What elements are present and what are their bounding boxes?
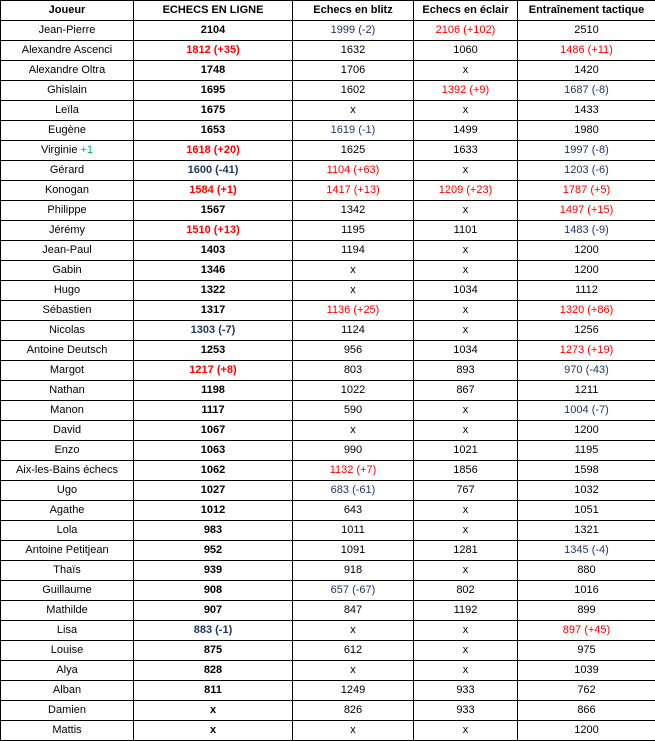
rating-cell: 1392 (+9) xyxy=(414,81,518,101)
player-name-cell: Konogan xyxy=(1,181,134,201)
rating-cell: 1194 xyxy=(293,241,414,261)
table-row xyxy=(1,681,655,701)
player-name-cell: Jean-Paul xyxy=(1,241,134,261)
player-name-cell: Damien xyxy=(1,701,134,721)
player-name-cell: Aix-les-Bains échecs xyxy=(1,461,134,481)
rating-cell: 1198 xyxy=(134,381,293,401)
rating-cell: 1675 xyxy=(134,101,293,121)
player-name-cell: Mathilde xyxy=(1,601,134,621)
table-row xyxy=(1,81,655,101)
rating-cell: 1132 (+7) xyxy=(293,461,414,481)
rating-cell: x xyxy=(414,521,518,541)
rating-cell: 956 xyxy=(293,341,414,361)
rating-cell: x xyxy=(293,101,414,121)
rating-cell: 1320 (+86) xyxy=(518,301,655,321)
table-row xyxy=(1,21,655,41)
rating-cell: 1253 xyxy=(134,341,293,361)
player-name-cell: Ghislain xyxy=(1,81,134,101)
player-name-cell: Virginie +1 xyxy=(1,141,134,161)
table-row xyxy=(1,141,655,161)
rating-cell: 1787 (+5) xyxy=(518,181,655,201)
rating-cell: 880 xyxy=(518,561,655,581)
rating-cell: 657 (-67) xyxy=(293,581,414,601)
player-name-cell: Louise xyxy=(1,641,134,661)
rating-cell: 1021 xyxy=(414,441,518,461)
rating-cell: x xyxy=(134,701,293,721)
rating-cell: 1499 xyxy=(414,121,518,141)
rating-cell: 1209 (+23) xyxy=(414,181,518,201)
rating-cell: 1602 xyxy=(293,81,414,101)
rating-cell: x xyxy=(293,621,414,641)
column-header-entrainement-tactique: Entraînement tactique xyxy=(518,1,655,21)
table-row xyxy=(1,181,655,201)
rating-cell: 952 xyxy=(134,541,293,561)
table-row xyxy=(1,261,655,281)
player-name-cell: Thaïs xyxy=(1,561,134,581)
rating-cell: 1653 xyxy=(134,121,293,141)
rating-cell: 1112 xyxy=(518,281,655,301)
table-row xyxy=(1,561,655,581)
rating-cell: 643 xyxy=(293,501,414,521)
rating-cell: 1342 xyxy=(293,201,414,221)
rating-cell: 866 xyxy=(518,701,655,721)
table-row xyxy=(1,501,655,521)
rating-cell: 1211 xyxy=(518,381,655,401)
rating-cell: 1322 xyxy=(134,281,293,301)
rating-cell: 1433 xyxy=(518,101,655,121)
player-name-cell: Alban xyxy=(1,681,134,701)
rating-cell: 1980 xyxy=(518,121,655,141)
player-name-cell: David xyxy=(1,421,134,441)
player-name-cell: Jérémy xyxy=(1,221,134,241)
rating-cell: x xyxy=(293,421,414,441)
rating-cell: 1486 (+11) xyxy=(518,41,655,61)
rating-cell: x xyxy=(293,661,414,681)
rating-cell: 1345 (-4) xyxy=(518,541,655,561)
player-name-cell: Agathe xyxy=(1,501,134,521)
rating-cell: 1217 (+8) xyxy=(134,361,293,381)
table-row xyxy=(1,541,655,561)
player-name-cell: Leïla xyxy=(1,101,134,121)
rating-cell: 1034 xyxy=(414,341,518,361)
column-header-echecs-en-ligne: ECHECS EN LIGNE xyxy=(134,1,293,21)
table-row xyxy=(1,381,655,401)
rating-cell: 1192 xyxy=(414,601,518,621)
player-name-cell: Antoine Petitjean xyxy=(1,541,134,561)
rating-cell: 826 xyxy=(293,701,414,721)
rating-cell: 975 xyxy=(518,641,655,661)
rating-cell: 847 xyxy=(293,601,414,621)
rating-cell: 1417 (+13) xyxy=(293,181,414,201)
player-name-cell: Manon xyxy=(1,401,134,421)
rating-cell: 1200 xyxy=(518,241,655,261)
rating-cell: 939 xyxy=(134,561,293,581)
rating-cell: 2106 (+102) xyxy=(414,21,518,41)
rating-cell: 1117 xyxy=(134,401,293,421)
player-name-cell: Alya xyxy=(1,661,134,681)
rating-cell: x xyxy=(293,281,414,301)
rating-cell: 918 xyxy=(293,561,414,581)
table-row xyxy=(1,281,655,301)
rating-cell: 2104 xyxy=(134,21,293,41)
player-name-cell: Ugo xyxy=(1,481,134,501)
rating-cell: 990 xyxy=(293,441,414,461)
table-row xyxy=(1,341,655,361)
rating-cell: 1625 xyxy=(293,141,414,161)
rating-cell: 1748 xyxy=(134,61,293,81)
rating-cell: 683 (-61) xyxy=(293,481,414,501)
table-row xyxy=(1,421,655,441)
table-row xyxy=(1,441,655,461)
rating-cell: 1619 (-1) xyxy=(293,121,414,141)
player-name-cell: Guillaume xyxy=(1,581,134,601)
column-header-echecs-en-eclair: Echecs en éclair xyxy=(414,1,518,21)
rating-cell: x xyxy=(414,101,518,121)
rating-cell: 1403 xyxy=(134,241,293,261)
rating-cell: 1997 (-8) xyxy=(518,141,655,161)
table-row xyxy=(1,721,655,741)
table-row xyxy=(1,601,655,621)
player-name-cell: Philippe xyxy=(1,201,134,221)
rating-cell: 1012 xyxy=(134,501,293,521)
rating-cell: 1062 xyxy=(134,461,293,481)
table-row xyxy=(1,61,655,81)
player-name-cell: Gérard xyxy=(1,161,134,181)
rating-cell: 1034 xyxy=(414,281,518,301)
table-row xyxy=(1,101,655,121)
rating-cell: 1027 xyxy=(134,481,293,501)
rating-cell: 1124 xyxy=(293,321,414,341)
rating-cell: 590 xyxy=(293,401,414,421)
rating-cell: 1687 (-8) xyxy=(518,81,655,101)
table-row xyxy=(1,461,655,481)
rating-cell: 1618 (+20) xyxy=(134,141,293,161)
rating-cell: 1706 xyxy=(293,61,414,81)
rating-cell: 893 xyxy=(414,361,518,381)
rating-cell: 1812 (+35) xyxy=(134,41,293,61)
table-row xyxy=(1,581,655,601)
rating-cell: 1273 (+19) xyxy=(518,341,655,361)
player-name-cell: Antoine Deutsch xyxy=(1,341,134,361)
rating-cell: 875 xyxy=(134,641,293,661)
player-progress-badge: +1 xyxy=(80,144,94,156)
rating-cell: 1483 (-9) xyxy=(518,221,655,241)
rating-cell: 1200 xyxy=(518,261,655,281)
rating-cell: x xyxy=(414,401,518,421)
rating-cell: x xyxy=(414,241,518,261)
rating-cell: 1051 xyxy=(518,501,655,521)
rating-cell: 907 xyxy=(134,601,293,621)
rating-cell: 1321 xyxy=(518,521,655,541)
table-row xyxy=(1,41,655,61)
rating-cell: 1101 xyxy=(414,221,518,241)
player-name-cell: Mattis xyxy=(1,721,134,741)
rating-cell: 1032 xyxy=(518,481,655,501)
rating-cell: 1203 (-6) xyxy=(518,161,655,181)
rating-cell: x xyxy=(293,721,414,741)
table-row xyxy=(1,201,655,221)
player-name-cell: Enzo xyxy=(1,441,134,461)
rating-cell: x xyxy=(414,261,518,281)
rating-cell: 983 xyxy=(134,521,293,541)
rating-cell: 1195 xyxy=(293,221,414,241)
rating-cell: 1584 (+1) xyxy=(134,181,293,201)
rating-cell: 1039 xyxy=(518,661,655,681)
rating-cell: 1600 (-41) xyxy=(134,161,293,181)
table-row xyxy=(1,121,655,141)
rating-cell: 1633 xyxy=(414,141,518,161)
player-name-cell: Sébastien xyxy=(1,301,134,321)
table-row xyxy=(1,521,655,541)
player-name-cell: Hugo xyxy=(1,281,134,301)
table-row xyxy=(1,321,655,341)
rating-cell: 908 xyxy=(134,581,293,601)
rating-cell: 1695 xyxy=(134,81,293,101)
player-name-cell: Nathan xyxy=(1,381,134,401)
player-name-cell: Gabin xyxy=(1,261,134,281)
rating-cell: 1256 xyxy=(518,321,655,341)
rating-cell: 762 xyxy=(518,681,655,701)
rating-cell: 1063 xyxy=(134,441,293,461)
header-row xyxy=(1,1,655,21)
rating-cell: x xyxy=(414,61,518,81)
table-row xyxy=(1,241,655,261)
table-row xyxy=(1,621,655,641)
rating-cell: 612 xyxy=(293,641,414,661)
rating-cell: x xyxy=(414,161,518,181)
rating-cell: 802 xyxy=(414,581,518,601)
rating-cell: 1060 xyxy=(414,41,518,61)
column-header-joueur: Joueur xyxy=(1,1,134,21)
table-row xyxy=(1,161,655,181)
rating-cell: 933 xyxy=(414,701,518,721)
rating-cell: 1598 xyxy=(518,461,655,481)
player-name-cell: Jean-Pierre xyxy=(1,21,134,41)
table-row xyxy=(1,481,655,501)
player-name-cell: Margot xyxy=(1,361,134,381)
rating-cell: 1999 (-2) xyxy=(293,21,414,41)
rating-cell: x xyxy=(414,721,518,741)
player-name-cell: Lisa xyxy=(1,621,134,641)
rating-cell: 1346 xyxy=(134,261,293,281)
table-row xyxy=(1,221,655,241)
rating-cell: 883 (-1) xyxy=(134,621,293,641)
rating-cell: 1004 (-7) xyxy=(518,401,655,421)
rating-cell: 1632 xyxy=(293,41,414,61)
rating-cell: 803 xyxy=(293,361,414,381)
rating-cell: 1856 xyxy=(414,461,518,481)
rating-cell: 867 xyxy=(414,381,518,401)
rating-cell: x xyxy=(414,501,518,521)
rating-cell: x xyxy=(414,641,518,661)
rating-cell: 1567 xyxy=(134,201,293,221)
rating-cell: 899 xyxy=(518,601,655,621)
rating-cell: 1195 xyxy=(518,441,655,461)
rating-cell: 1303 (-7) xyxy=(134,321,293,341)
player-name-cell: Eugène xyxy=(1,121,134,141)
rating-cell: 1016 xyxy=(518,581,655,601)
table-row xyxy=(1,701,655,721)
table-row xyxy=(1,641,655,661)
player-name-cell: Lola xyxy=(1,521,134,541)
rating-cell: x xyxy=(414,621,518,641)
rating-cell: 1104 (+63) xyxy=(293,161,414,181)
rating-cell: 1200 xyxy=(518,721,655,741)
rating-cell: 1200 xyxy=(518,421,655,441)
rating-cell: x xyxy=(414,201,518,221)
player-name-cell: Alexandre Oltra xyxy=(1,61,134,81)
rating-cell: x xyxy=(414,321,518,341)
rating-cell: 970 (-43) xyxy=(518,361,655,381)
column-header-echecs-en-blitz: Echecs en blitz xyxy=(293,1,414,21)
rating-cell: 1281 xyxy=(414,541,518,561)
rating-cell: x xyxy=(414,301,518,321)
rating-cell: 1011 xyxy=(293,521,414,541)
rating-cell: 1067 xyxy=(134,421,293,441)
rating-cell: x xyxy=(414,561,518,581)
rating-cell: 1249 xyxy=(293,681,414,701)
table-row xyxy=(1,361,655,381)
rating-cell: 767 xyxy=(414,481,518,501)
player-name-cell: Alexandre Ascenci xyxy=(1,41,134,61)
rating-cell: 2510 xyxy=(518,21,655,41)
rating-cell: 1022 xyxy=(293,381,414,401)
rating-cell: 1497 (+15) xyxy=(518,201,655,221)
table-row xyxy=(1,401,655,421)
rating-cell: x xyxy=(134,721,293,741)
table-body xyxy=(1,21,655,741)
rating-cell: x xyxy=(414,661,518,681)
rating-cell: 1136 (+25) xyxy=(293,301,414,321)
table-row xyxy=(1,661,655,681)
player-name-cell: Nicolas xyxy=(1,321,134,341)
rating-cell: 1317 xyxy=(134,301,293,321)
table-row xyxy=(1,301,655,321)
rating-cell: 933 xyxy=(414,681,518,701)
rating-cell: 828 xyxy=(134,661,293,681)
rating-cell: 1510 (+13) xyxy=(134,221,293,241)
rating-cell: 897 (+45) xyxy=(518,621,655,641)
rating-cell: 1420 xyxy=(518,61,655,81)
rating-cell: x xyxy=(414,421,518,441)
rating-cell: 811 xyxy=(134,681,293,701)
rating-cell: 1091 xyxy=(293,541,414,561)
rating-cell: x xyxy=(293,261,414,281)
